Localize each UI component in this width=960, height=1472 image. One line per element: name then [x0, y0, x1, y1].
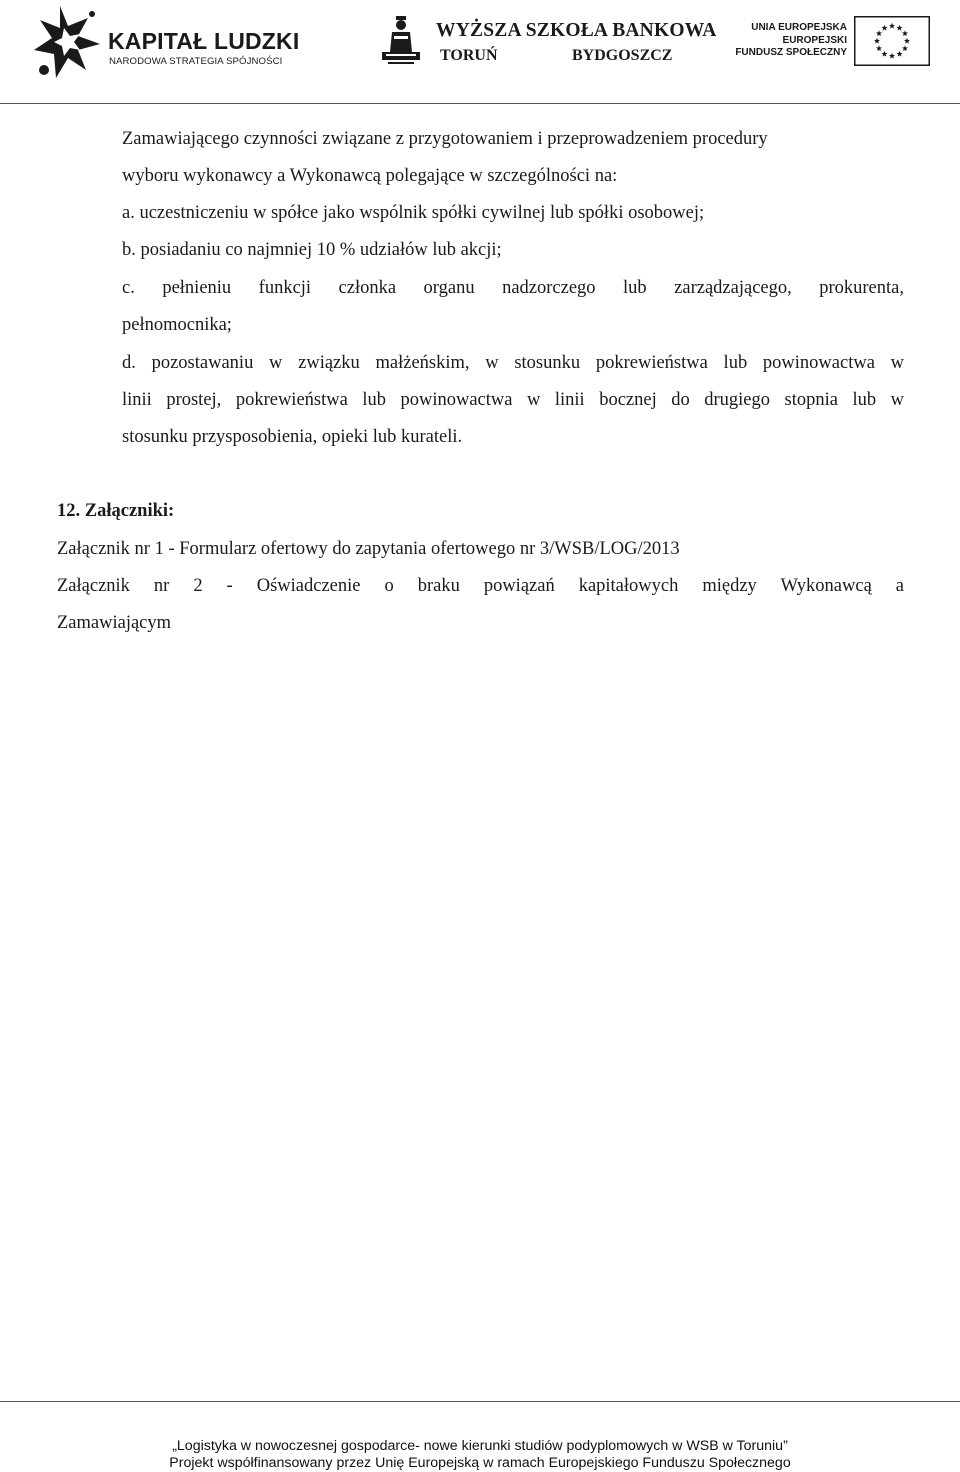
body-line-2: wyboru wykonawcy a Wykonawcą polegające w szczególności na: — [122, 166, 618, 186]
wsb-name: WYŻSZA SZKOŁA BANKOWA — [436, 20, 717, 41]
attachment-1: Załącznik nr 1 - Formularz ofertowy do zapytania ofertowego nr 3/WSB/LOG/2013 — [57, 539, 680, 559]
wsb-logo — [378, 14, 717, 74]
wsb-city-torun: TORUŃ — [440, 47, 498, 64]
list-item-d-line-2: linii prostej, pokrewieństwa lub powinowactwa w linii bocznej do drugiego stopnia lub w — [122, 390, 904, 410]
footer-divider — [0, 1401, 960, 1402]
list-item-b: b. posiadaniu co najmniej 10 % udziałów lub akcji; — [122, 240, 502, 260]
list-item-d-line-3: stosunku przysposobienia, opieki lub kurateli. — [122, 427, 463, 447]
footer-cofinancing-note: Projekt współfinansowany przez Unię Europejską w ramach Europejskiego Funduszu Społecznego — [169, 1455, 791, 1471]
kapital-ludzki-logo — [30, 4, 300, 84]
wsb-city-bydgoszcz: BYDGOSZCZ — [572, 47, 673, 64]
footer-project-title: „Logistyka w nowoczesnej gospodarce- nowe kierunki studiów podyplomowych w WSB w Toruniu” — [172, 1438, 788, 1454]
attachment-2-line-2: Zamawiającym — [57, 613, 172, 633]
list-item-c-line-2: pełnomocnika; — [122, 315, 232, 335]
list-item-c-line-1: c. pełnieniu funkcji członka organu nadzorczego lub zarządzającego, prokurenta, — [122, 278, 904, 298]
list-item-d-line-1: d. pozostawaniu w związku małżeńskim, w stosunku pokrewieństwa lub powinowactwa w — [122, 353, 904, 373]
body-line-1: Zamawiającego czynności związane z przygotowaniem i przeprowadzeniem procedury — [122, 129, 768, 149]
eu-text-line2: EUROPEJSKI — [782, 34, 847, 46]
page-header — [0, 0, 960, 104]
eu-logo — [735, 16, 932, 68]
list-item-a: a. uczestniczeniu w spółce jako wspólnik spółki cywilnej lub spółki osobowej; — [122, 203, 705, 223]
eu-text-line1: UNIA EUROPEJSKA — [751, 22, 847, 33]
attachment-2-line-1: Załącznik nr 2 - Oświadczenie o braku powiązań kapitałowych między Wykonawcą a — [57, 576, 904, 596]
kapital-ludzki-star-icon — [30, 4, 108, 84]
kapital-ludzki-title: KAPITAŁ LUDZKI — [108, 28, 300, 54]
eu-flag-icon — [854, 16, 930, 66]
kapital-ludzki-subtitle: NARODOWA STRATEGIA SPÓJNOŚCI — [109, 56, 283, 67]
header-divider — [0, 103, 960, 104]
eu-text-line3: FUNDUSZ SPOŁECZNY — [735, 47, 847, 58]
wsb-emblem-icon — [378, 14, 424, 66]
eu-text — [735, 22, 847, 60]
section-heading-attachments: 12. Załączniki: — [57, 501, 175, 521]
